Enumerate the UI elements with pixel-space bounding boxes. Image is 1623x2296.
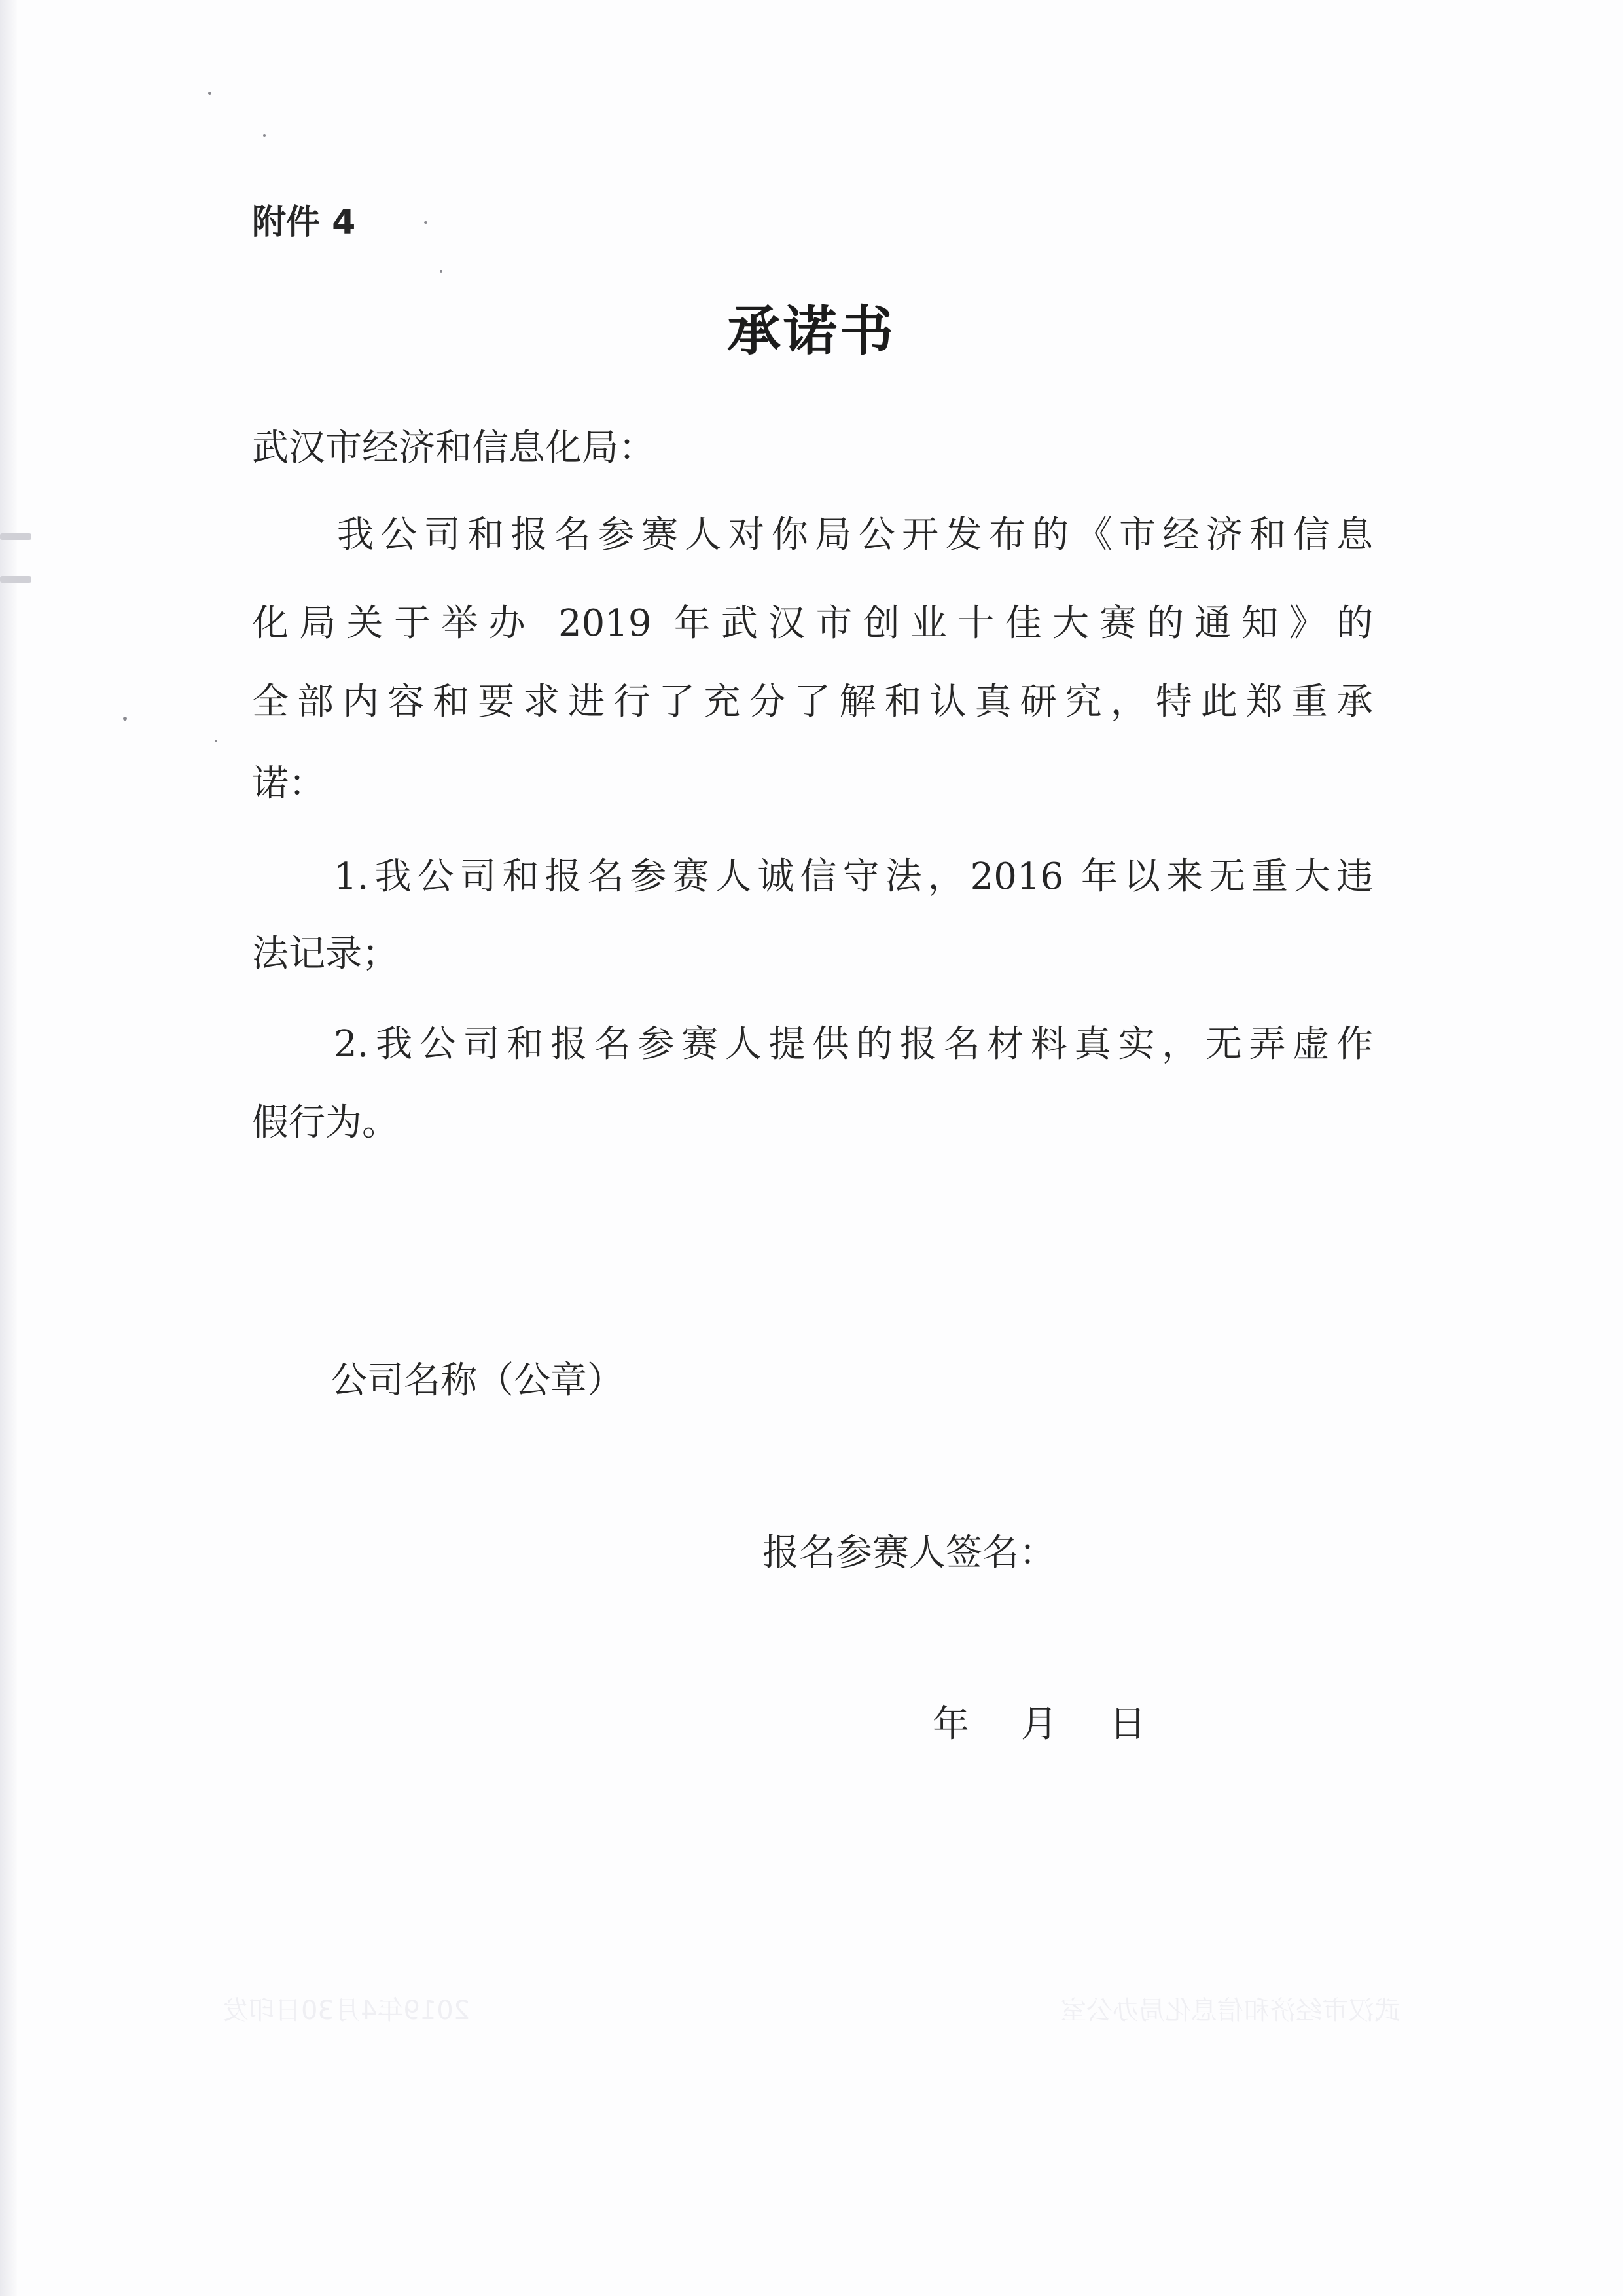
paragraph-line: 全部内容和要求进行了充分了解和认真研究，特此郑重承 <box>252 681 1373 723</box>
participant-signature-label: 报名参赛人签名： <box>762 1532 1056 1574</box>
scan-speck <box>424 221 427 224</box>
scan-speck <box>440 270 442 273</box>
scan-speck <box>263 134 266 137</box>
show-through-footer <box>223 1990 1400 2027</box>
paragraph-line: 假行为。 <box>252 1102 399 1144</box>
staple-mark-bottom <box>0 576 31 583</box>
attachment-label: 附件 4 <box>252 203 356 242</box>
show-through-date: 2019年4月30日印发 <box>223 1996 471 2026</box>
paragraph-line: 法记录； <box>252 933 399 975</box>
paragraph-line: 我公司和报名参赛人对你局公开发布的《市经济和信息 <box>337 514 1373 556</box>
paragraph-line: 2.我公司和报名参赛人提供的报名材料真实，无弄虚作 <box>334 1023 1373 1066</box>
show-through-issuer: 武汉市经济和信息化局办公室 <box>1060 1996 1400 2026</box>
document-title: 承诺书 <box>726 300 896 363</box>
scan-speck <box>215 740 217 742</box>
addressee: 武汉市经济和信息化局： <box>252 427 655 469</box>
date-month: 月 <box>1021 1703 1058 1746</box>
date-year: 年 <box>933 1703 969 1746</box>
paragraph-line: 诺： <box>252 762 325 805</box>
staple-mark-top <box>0 533 31 540</box>
company-name-seal-label: 公司名称（公章） <box>330 1359 624 1402</box>
scan-speck <box>123 717 127 721</box>
date-day: 日 <box>1109 1703 1146 1746</box>
scan-speck <box>208 92 211 95</box>
paragraph-line: 1.我公司和报名参赛人诚信守法，2016 年以来无重大违 <box>334 855 1373 898</box>
paragraph-line: 化局关于举办 2019 年武汉市创业十佳大赛的通知》的 <box>252 602 1373 645</box>
